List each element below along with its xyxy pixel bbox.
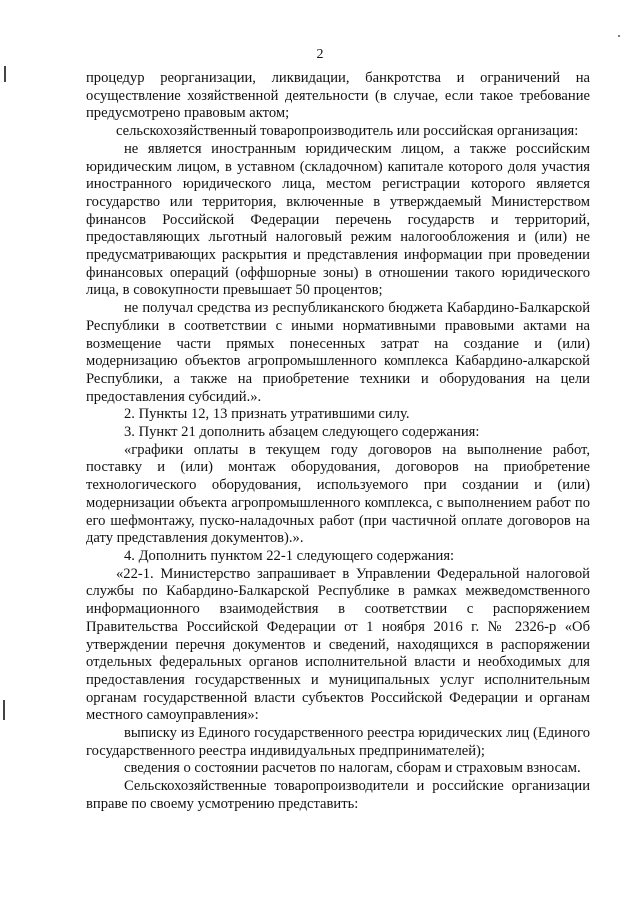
paragraph-payment-schedules: «графики оплаты в текущем году договоров на выполнение работ, поставку и (или) монтаж оборудования, договоров на приобретение технологического оборудования, используемого при создании и (или) модернизации объекта агропромышленного комплекса, с выполнением работ по его шефмонтажу, пуско-наладочных работ (при частичной оплате договоров на дату представления документов).». [86,441,590,547]
paragraph-reorganization-continuation: процедур реорганизации, ликвидации, банкротства и ограничений на осуществление хозяйственной деятельности (в случае, если такое требование предусмотрено правовым актом; [86,70,590,122]
paragraph-22-1: «22-1. Министерство запрашивает в Управлении Федеральной налоговой службы по Кабардино-Балкарской Республике в рамках межведомственного информационного взаимодействия в соответствии с распоряжением Правительства Российской Федерации от 1 ноября 2016 г. № 2326-р «Об утверждении перечня документов и сведений, находящихся в распоряжении отдельных федеральных органов исполнительной власти и необходимых для предоставления государственных и муниципальных услуг исполнительным органам государственной власти субъектов Российской Федерации и органам местного самоуправления»: [86,565,590,724]
page-number: 2 [316,47,324,62]
scan-speck [618,35,620,37]
paragraph-item-3: 3. Пункт 21 дополнить абзацем следующего содержания: [124,424,480,441]
document-body [86,70,590,814]
paragraph-item-4: 4. Дополнить пунктом 22-1 следующего содержания: [124,547,455,564]
paragraph-right-to-submit: Сельскохозяйственные товаропроизводители и российские организации вправе по своему усмотрению представить: [86,778,590,812]
paragraph-registry-extract: выписку из Единого государственного реестра юридических лиц (Единого государственного реестра индивидуальных предпринимателей); [86,725,590,759]
scan-margin-mark-bottom [3,700,5,720]
paragraph-no-budget-funds: не получал средства из республиканского бюджета Кабардино-Балкарской Республики в соответствии с иными нормативными правовыми актами на возмещение части прямых понесенных затрат на создание и (или) модернизацию объектов агропромышленного комплекса Кабардино-алкарской Республики, а также на приобретение техники и оборудования на цели предоставления субсидий.». [86,300,590,405]
paragraph-producer-or-organization: сельскохозяйственный товаропроизводитель или российская организация: [116,123,579,140]
paragraph-tax-settlements: сведения о состоянии расчетов по налогам, сборам и страховым взносам. [124,760,581,777]
paragraph-not-foreign-entity: не является иностранным юридическим лицом, а также российским юридическим лицом, в уставном (складочном) капитале которого доля участия иностранного юридического лица, местом регистрации которого является государство или территория, включенные в утверждаемый Министерством финансов Российской Федерации перечень государств и территорий, предоставляющих льготный налоговый режим налогообложения и (или) не предусматривающих раскрытия и представления информации при проведении финансовых операций (оффшорные зоны) в отношении такого юридического лица, в совокупности превышает 50 процентов; [86,140,590,299]
scan-margin-mark-top [4,66,6,82]
paragraph-item-2: 2. Пункты 12, 13 признать утратившими силу. [124,406,410,423]
